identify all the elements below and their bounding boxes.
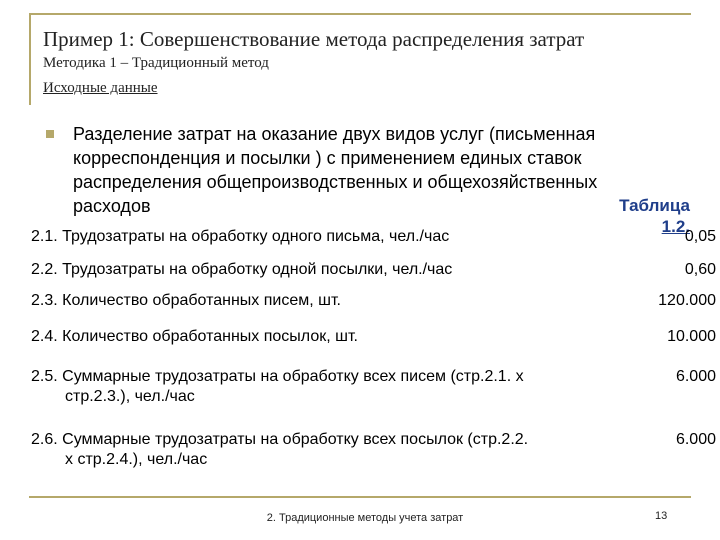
slide-title: Пример 1: Совершенствование метода распределения затрат [43,27,585,51]
table-label-word: Таблица [619,196,690,215]
frame-left-line [29,13,31,105]
row-label-line1: 2.1. Трудозатраты на обработку одного письма, чел./час [31,228,450,245]
row-label [31,227,591,247]
row-label-line1: 2.2. Трудозатраты на обработку одной посылки, чел./час [31,261,453,278]
row-label-line2: х стр.2.4.), чел./час [65,451,208,468]
row-value: 0,05 [684,228,716,245]
row-label-line1: 2.5. Суммарные трудозатраты на обработку всех писем (стр.2.1. х [31,368,524,385]
table-label-number: 1.2. [661,217,690,236]
slide-subtitle: Методика 1 – Традиционный метод [43,55,269,71]
row-value: 120.000 [658,292,716,309]
page-number: 13 [655,510,668,522]
row-label-line2: стр.2.3.), чел./час [65,388,195,405]
row-value: 6.000 [675,431,716,448]
row-label-line1: 2.4. Количество обработанных посылок, шт. [31,328,358,345]
row-label [31,367,591,407]
footer-divider [29,496,691,498]
row-label-line1: 2.6. Суммарные трудозатраты на обработку всех посылок (стр.2.2. [31,431,529,448]
row-value: 6.000 [675,368,716,385]
row-label [31,260,591,280]
row-label [31,291,591,311]
frame-top-line [29,13,691,15]
intro-paragraph: Разделение затрат на оказание двух видов услуг (письменная корреспонденция и посылки ) с применением единых ставок распределения общепроизводственных и общехозяйственных расходов [73,124,598,216]
bullet-square-icon [46,130,54,138]
row-value: 10.000 [667,328,716,345]
row-value: 0,60 [684,261,716,278]
row-label [31,327,591,347]
row-label-line1: 2.3. Количество обработанных писем, шт. [31,292,341,309]
footer-caption: 2. Традиционные методы учета затрат [266,512,464,524]
row-label [31,430,591,470]
section-heading: Исходные данные [43,80,158,96]
